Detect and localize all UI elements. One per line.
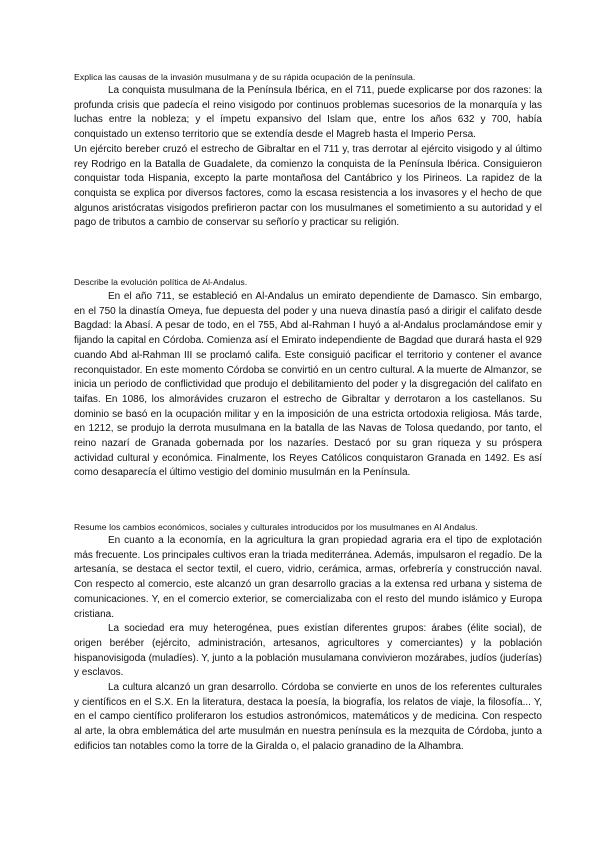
answer-3-paragraph-1: En cuanto a la economía, en la agricultura la gran propiedad agraria era el tipo de explotación más frecuente. Los principales cultivos eran la triada mediterránea. Además, impulsaron el regadío. De la artesanía, se destaca el sector textil, el cuero, vidrio, cerámica, armas, orfebrería y construcción naval. Con respecto al comercio, este alcanzó un gran desarrollo gracias a la extensa red urbana y sistema de comunicaciones. Y, en el comercio exterior, se comercializaba con el resto del mundo islámico y Europa cristiana.: [74, 535, 542, 620]
answer-3: [74, 534, 542, 755]
answer-2: [74, 290, 542, 481]
question-1-heading: Explica las causas de la invasión musulmana y de su rápida ocupación de la península.: [74, 72, 416, 82]
answer-1-paragraph-1: La conquista musulmana de la Península Ibérica, en el 711, puede explicarse por dos razones: la profunda crisis que padecía el reino visigodo por continuos problemas sucesorios de la monarquía y las luchas entre la nobleza; y el ímpetu expansivo del Islam que, entre los años 632 y 700, había conquistado un extenso territorio que se extendía desde el Magreb hasta el Imperio Persa.: [74, 85, 542, 141]
answer-1-paragraph-2: Un ejército bereber cruzó el estrecho de Gibraltar en el 711 y, tras derrotar al ejército visigodo y al último rey Rodrigo en la Batalla de Guadalete, da comienzo la conquista de la Península Ibérica. Consiguieron conquistar toda Hispania, excepto la parte montañosa del Cantábrico y los Pirineos. La rapidez de la conquista se explica por diversos factores, como la escasa resistencia a los invasores y el hecho de que algunos aristócratas visigodos prefirieron pactar con los musulmanes el sometimiento a su autoridad y el pago de tributos a cambio de conservar su señorío y practicar su religión.: [74, 143, 542, 229]
question-3-heading: Resume los cambios económicos, sociales y culturales introducidos por los musulmanes en Al Andalus.: [74, 522, 478, 532]
answer-1: [74, 84, 542, 231]
answer-3-paragraph-3: La cultura alcanzó un gran desarrollo. Córdoba se convierte en unos de los referentes culturales y científicos en el S.X. En la literatura, destaca la poesía, la biografía, los relatos de viaje, la filosofía... Y, en el campo científico proliferaron los estudios astronómicos, matemáticos y de medicina. Con respecto al arte, la obra emblemática del arte musulmán en nuestra península es la mezquita de Córdoba, junto a edificios tan notables como la torre de la Giralda o, el palacio granadino de la Alhambra.: [74, 682, 542, 752]
answer-3-paragraph-2: La sociedad era muy heterogénea, pues existían diferentes grupos: árabes (élite social), de origen beréber (ejército, administración, artesanos, agricultores y comerciantes) y la población hispanovisigoda (muladíes). Y, junto a la población musulamana convivieron mozárabes, judíos (juderías) y esclavos.: [74, 623, 542, 679]
answer-2-paragraph-1: En el año 711, se estableció en Al-Andalus un emirato dependiente de Damasco. Sin embargo, en el 750 la dinastía Omeya, fue depuesta del poder y una nueva dinastía pasó a dirigir el califato desde Bagdad: la Abasí. A pesar de todo, en el 755, Abd al-Rahman I huyó a al-Andalus proclamándose emir y fijando la capital en Córdoba. Comienza así el Emirato independiente de Bagdad que durará hasta el 929 cuando Abd al-Rahman III se proclamó califa. Este consiguió pacificar el territorio y contener el avance reconquistador. En este momento Córdoba se convirtió en un centro cultural. A la muerte de Almanzor, se inicia un periodo de conflictividad que produjo el debilitamiento del poder y la disgregación del califato en taifas. En 1086, los almorávides cruzaron el estrecho de Gibraltar y derrotaron a los castellanos. Su dominio se basó en la ocupación militar y en la imposición de una estricta ortodoxia religiosa. Más tarde, en 1212, se produjo la derrota musulmana en la batalla de las Navas de Tolosa quedando, por tanto, el reino nazarí de Granada gobernada por los nazaríes. Destacó por su gran riqueza y su próspera actividad cultural y económica. Finalmente, los Reyes Católicos conquistaron Granada en 1492. Es así como desaparecía el último vestigio del dominio musulmán en la Península.: [74, 291, 542, 479]
question-2-heading: Describe la evolución política de Al-Andalus.: [74, 277, 248, 287]
